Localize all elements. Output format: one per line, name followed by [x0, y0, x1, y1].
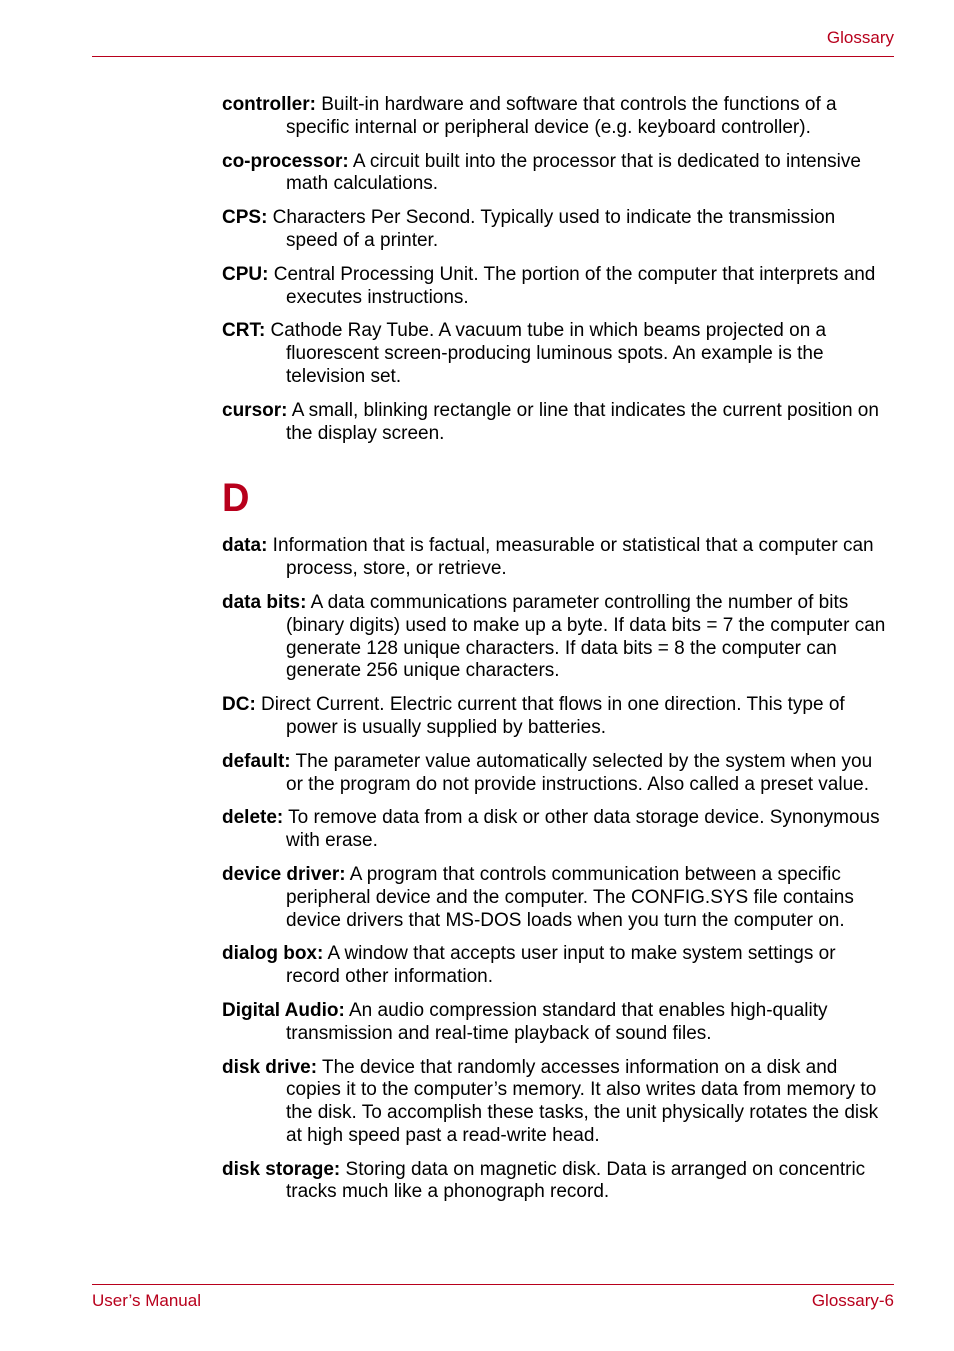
entry-term: data bits: — [222, 591, 307, 613]
entry-term: controller: — [222, 94, 316, 115]
entry-term: DC: — [222, 694, 256, 716]
glossary-entry — [222, 264, 892, 310]
entry-definition: The device that randomly accesses information on a disk and copies it to the computer’s memory. It also writes data from memory to the disk. To accomplish these tasks, the unit physically rotates the disk at high speed past a read-write head. — [286, 1056, 879, 1146]
entry-term: device driver: — [222, 863, 346, 885]
glossary-section-c — [222, 94, 892, 445]
glossary-entry — [222, 400, 892, 446]
entry-definition: A window that accepts user input to make system settings or record other information. — [286, 943, 836, 988]
footer-manual-title: User’s Manual — [92, 1291, 201, 1310]
entry-definition: A small, blinking rectangle or line that indicates the current position on the display screen. — [286, 399, 879, 444]
glossary-entry — [222, 751, 892, 797]
glossary-entry — [222, 592, 892, 683]
entry-term: cursor: — [222, 399, 288, 421]
entry-definition: To remove data from a disk or other data storage device. Synonymous with erase. — [283, 807, 880, 852]
entry-term: disk drive: — [222, 1056, 318, 1078]
footer-page-number: Glossary-6 — [811, 1291, 894, 1310]
glossary-entry — [222, 535, 892, 581]
entry-definition: A program that controls communication between a specific peripheral device and the computer. The CONFIG.SYS file contains device drivers that MS-DOS loads when you turn the computer on. — [286, 863, 854, 931]
glossary-entry — [222, 1159, 892, 1205]
glossary-entry — [222, 1000, 892, 1046]
entry-definition: Central Processing Unit. The portion of the computer that interprets and executes instructions. — [268, 263, 876, 308]
entry-term: disk storage: — [222, 1158, 341, 1180]
glossary-entry — [222, 943, 892, 989]
entry-term: delete: — [222, 807, 284, 829]
footer-divider — [92, 1284, 894, 1285]
entry-definition: The parameter value automatically selected by the system when you or the program do not provide instructions. Also called a preset value. — [286, 750, 873, 795]
entry-term: Digital Audio: — [222, 999, 345, 1021]
glossary-section-d — [222, 535, 892, 1204]
glossary-entry — [222, 151, 892, 197]
section-letter-heading: D — [222, 476, 250, 521]
running-header-title: Glossary — [826, 28, 894, 47]
entry-term: default: — [222, 750, 291, 772]
entry-definition: Storing data on magnetic disk. Data is arranged on concentric tracks much like a phonograph record. — [286, 1158, 866, 1203]
glossary-content — [222, 94, 892, 1215]
entry-definition: Characters Per Second. Typically used to indicate the transmission speed of a printer. — [267, 207, 836, 251]
entry-definition: Direct Current. Electric current that flows in one direction. This type of power is usually supplied by batteries. — [255, 694, 845, 738]
entry-term: dialog box: — [222, 943, 324, 965]
glossary-entry — [222, 1057, 892, 1148]
entry-term: CRT: — [222, 320, 266, 342]
entry-definition: A circuit built into the processor that is dedicated to intensive math calculations. — [286, 150, 861, 195]
header-divider — [92, 56, 894, 57]
entry-term: CPU: — [222, 263, 269, 285]
entry-term: co-processor: — [222, 150, 349, 172]
glossary-entry — [222, 207, 892, 253]
glossary-entry — [222, 864, 892, 932]
entry-definition: Cathode Ray Tube. A vacuum tube in which beams projected on a fluorescent screen-producing luminous spots. An example is the television set. — [265, 320, 827, 387]
glossary-entry — [222, 320, 892, 388]
glossary-entry — [222, 807, 892, 853]
entry-definition: An audio compression standard that enables high-quality transmission and real-time playback of sound files. — [286, 999, 828, 1044]
glossary-entry — [222, 94, 892, 140]
entry-definition: A data communications parameter controlling the number of bits (binary digits) used to make up a byte. If data bits = 7 the computer can generate 128 unique characters. If data bits = 8 the computer can generate 256 unique characters. — [286, 591, 886, 682]
entry-definition: Built-in hardware and software that controls the functions of a specific internal or peripheral device (e.g. keyboard controller). — [286, 94, 837, 138]
entry-definition: Information that is factual, measurable or statistical that a computer can process, store, or retrieve. — [267, 535, 874, 580]
entry-term: CPS: — [222, 207, 268, 229]
glossary-entry — [222, 694, 892, 740]
entry-term: data: — [222, 535, 268, 557]
